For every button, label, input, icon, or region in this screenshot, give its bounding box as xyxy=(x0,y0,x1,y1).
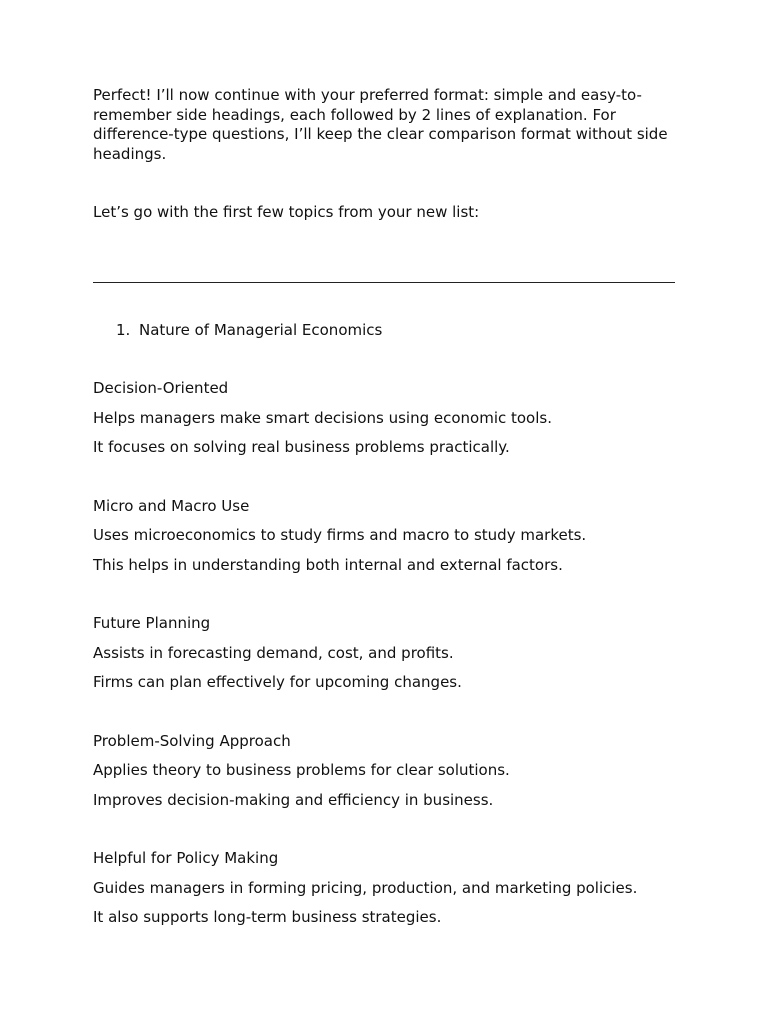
section-heading: Problem-Solving Approach xyxy=(93,731,291,750)
section-line: Improves decision-making and efficiency in business. xyxy=(93,790,494,809)
section-heading: Micro and Macro Use xyxy=(93,496,250,515)
section-line: Firms can plan effectively for upcoming changes. xyxy=(93,673,462,691)
topic-title: Nature of Managerial Economics xyxy=(139,320,383,339)
section-future-planning xyxy=(93,614,675,693)
section-line: Applies theory to business problems for clear solutions. xyxy=(93,761,510,779)
sections-list xyxy=(93,379,675,928)
horizontal-rule xyxy=(93,282,675,283)
intro-paragraph: Perfect! I’ll now continue with your preferred format: simple and easy-to-remember side headings, each followed by 2 lines of explanation. For difference-type questions, I’ll keep the clear comparison format without side headings. xyxy=(93,86,668,163)
section-line: Uses microeconomics to study firms and macro to study markets. xyxy=(93,526,587,544)
section-problem-solving xyxy=(93,732,675,811)
section-line: It focuses on solving real business problems practically. xyxy=(93,438,510,456)
topic-heading xyxy=(93,321,675,341)
section-line: Guides managers in forming pricing, production, and marketing policies. xyxy=(93,878,638,897)
section-line: Assists in forecasting demand, cost, and profits. xyxy=(93,643,454,662)
section-heading: Future Planning xyxy=(93,614,211,632)
section-decision-oriented xyxy=(93,379,675,458)
document-body xyxy=(93,86,675,967)
section-heading: Helpful for Policy Making xyxy=(93,849,279,867)
section-line: This helps in understanding both internal and external factors. xyxy=(93,555,563,574)
section-heading: Decision-Oriented xyxy=(93,379,229,397)
lead-paragraph: Let’s go with the first few topics from your new list: xyxy=(93,203,480,221)
section-line: Helps managers make smart decisions using economic tools. xyxy=(93,408,552,427)
section-policy-making xyxy=(93,849,675,928)
section-line: It also supports long-term business strategies. xyxy=(93,908,442,926)
section-micro-macro-use xyxy=(93,497,675,576)
topic-number: 1. xyxy=(116,320,131,339)
